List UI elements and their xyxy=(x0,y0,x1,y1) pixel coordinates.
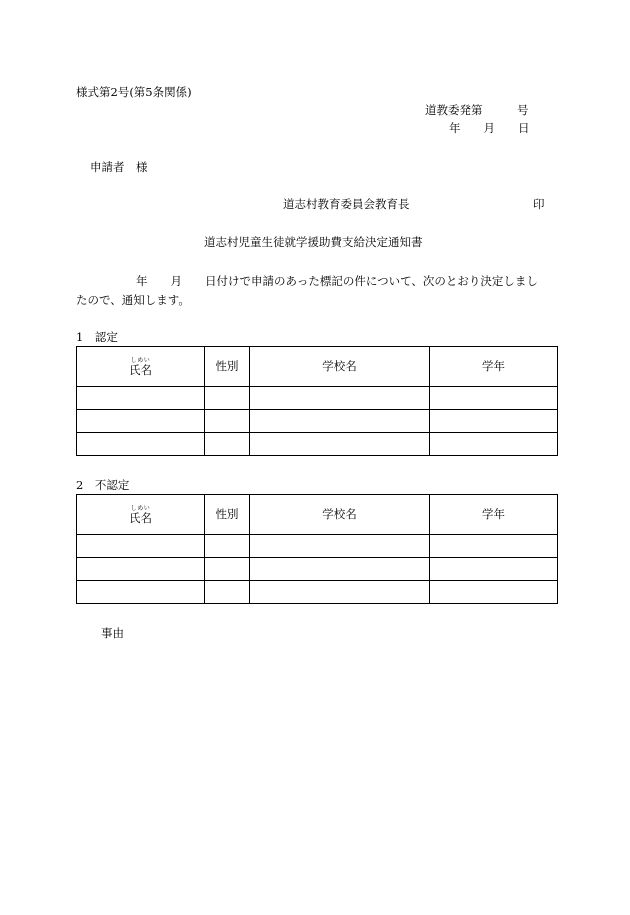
name-with-ruby xyxy=(129,356,152,377)
table-row xyxy=(77,410,558,433)
approved-table xyxy=(76,346,558,456)
grade-cell[interactable] xyxy=(430,387,558,410)
column-header-gender: 性別 xyxy=(205,495,250,535)
name-cell[interactable] xyxy=(77,535,205,558)
name-with-ruby xyxy=(129,504,152,525)
name-cell[interactable] xyxy=(77,433,205,456)
gender-cell[interactable] xyxy=(205,558,250,581)
section-heading-not-approved: 2 不認定 xyxy=(76,478,130,492)
grade-cell[interactable] xyxy=(430,535,558,558)
school-cell[interactable] xyxy=(250,387,430,410)
school-cell[interactable] xyxy=(250,535,430,558)
gender-cell[interactable] xyxy=(205,410,250,433)
table-header-row xyxy=(77,495,558,535)
gender-cell[interactable] xyxy=(205,387,250,410)
column-header-grade: 学年 xyxy=(430,495,558,535)
name-cell[interactable] xyxy=(77,387,205,410)
grade-cell[interactable] xyxy=(430,410,558,433)
seal-mark: 印 xyxy=(533,197,545,211)
name-cell[interactable] xyxy=(77,558,205,581)
body-text-line-2: たので、通知します。 xyxy=(76,293,190,307)
school-cell[interactable] xyxy=(250,410,430,433)
column-header-name xyxy=(77,495,205,535)
grade-cell[interactable] xyxy=(430,581,558,604)
section-heading-approved: 1 認定 xyxy=(76,330,118,344)
table-row xyxy=(77,581,558,604)
column-header-gender: 性別 xyxy=(205,347,250,387)
form-number: 様式第2号(第5条関係) xyxy=(76,85,192,99)
table-row xyxy=(77,535,558,558)
column-header-grade: 学年 xyxy=(430,347,558,387)
not-approved-table xyxy=(76,494,558,604)
gender-cell[interactable] xyxy=(205,433,250,456)
grade-cell[interactable] xyxy=(430,433,558,456)
column-header-school: 学校名 xyxy=(250,495,430,535)
name-cell[interactable] xyxy=(77,410,205,433)
name-ruby-text: しめい xyxy=(130,505,151,513)
name-ruby-text: しめい xyxy=(130,357,151,365)
gender-cell[interactable] xyxy=(205,581,250,604)
document-title: 道志村児童生徒就学援助費支給決定通知書 xyxy=(204,235,423,249)
document-number: 道教委発第 号 xyxy=(425,103,529,117)
table-header-row xyxy=(77,347,558,387)
gender-cell[interactable] xyxy=(205,535,250,558)
column-header-name xyxy=(77,347,205,387)
grade-cell[interactable] xyxy=(430,558,558,581)
table-row xyxy=(77,387,558,410)
name-label: 氏名 xyxy=(129,363,152,378)
body-text-line-1: 年 月 日付けで申請のあった標記の件について、次のとおり決定しまし xyxy=(136,274,538,288)
school-cell[interactable] xyxy=(250,581,430,604)
name-cell[interactable] xyxy=(77,581,205,604)
name-label: 氏名 xyxy=(129,511,152,526)
addressee: 申請者 様 xyxy=(90,160,148,174)
school-cell[interactable] xyxy=(250,558,430,581)
issuer-name: 道志村教育委員会教育長 xyxy=(283,197,410,211)
column-header-school: 学校名 xyxy=(250,347,430,387)
school-cell[interactable] xyxy=(250,433,430,456)
table-row xyxy=(77,433,558,456)
table-row xyxy=(77,558,558,581)
reason-label: 事由 xyxy=(101,626,124,640)
issue-date: 年 月 日 xyxy=(449,121,530,135)
